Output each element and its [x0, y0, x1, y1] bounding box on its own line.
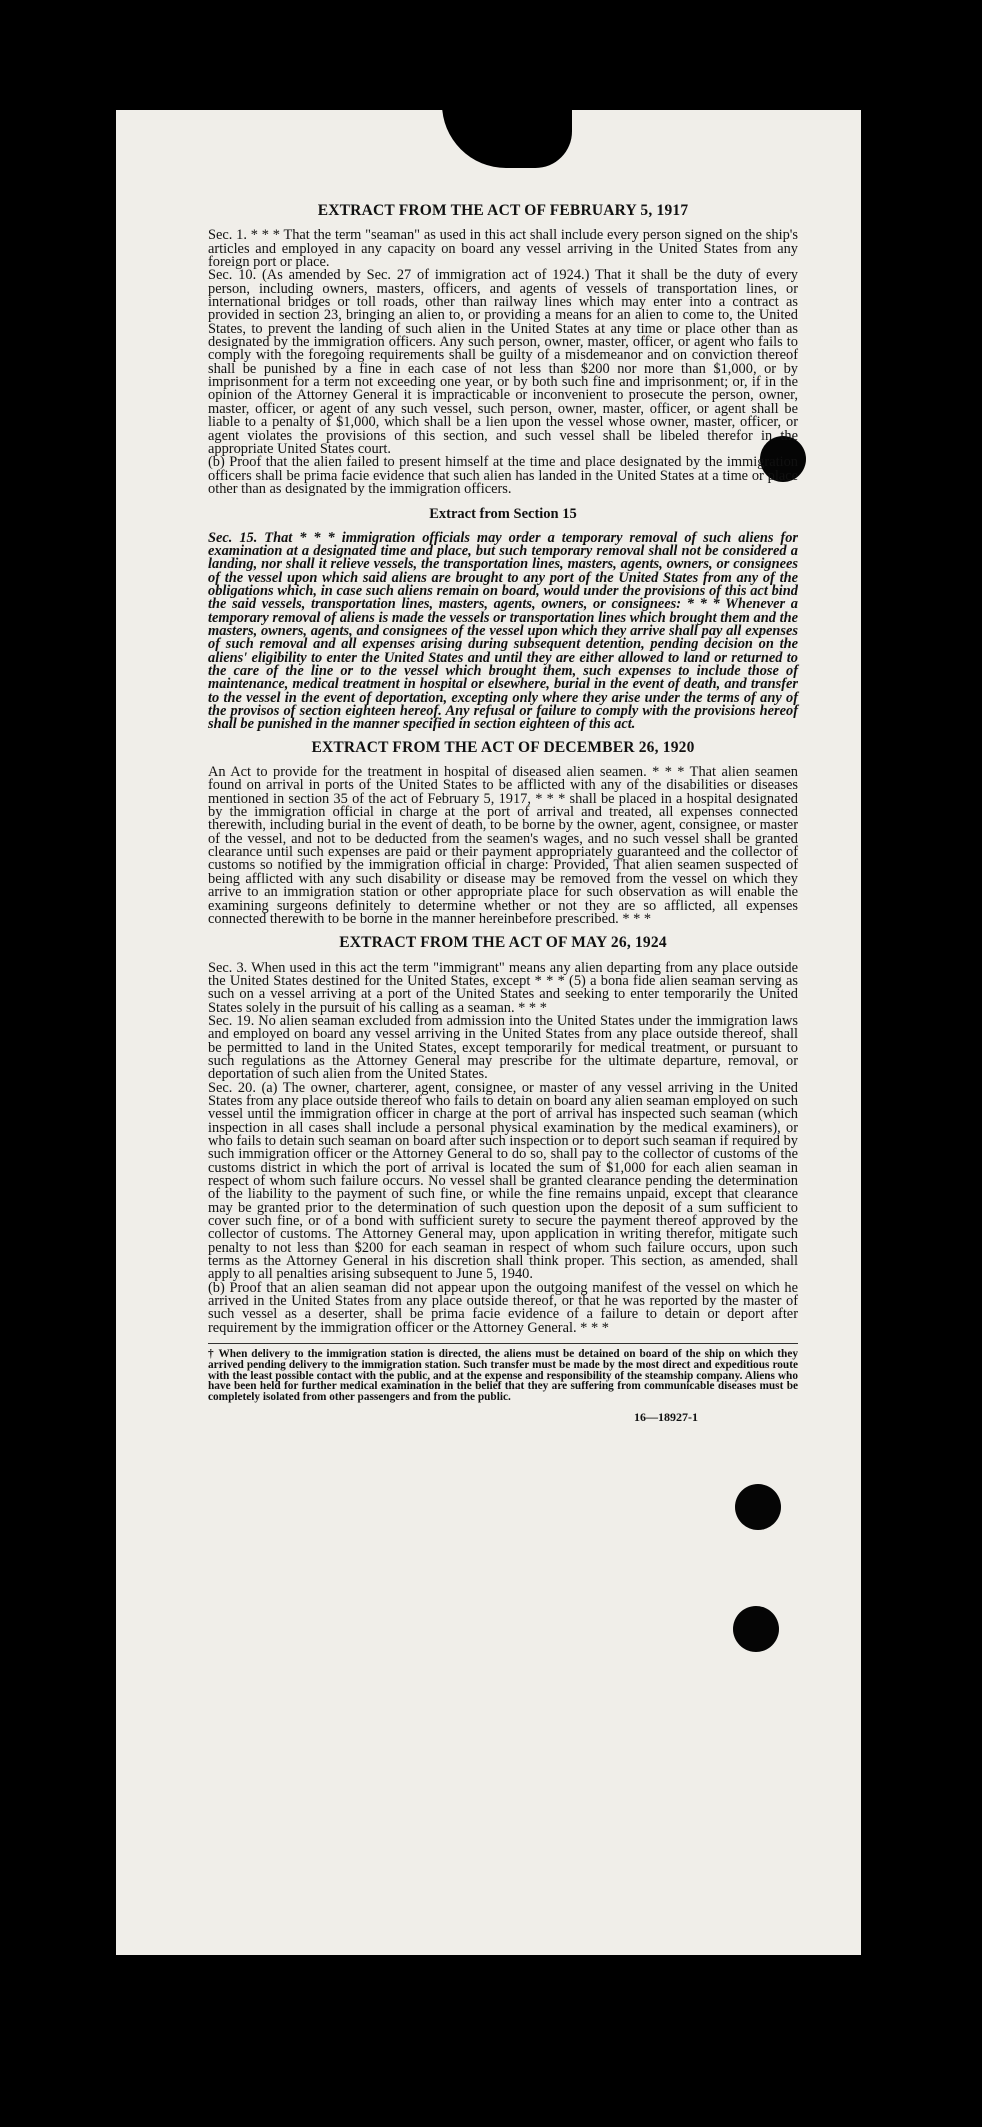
punch-hole	[733, 1606, 779, 1652]
torn-edge	[442, 104, 572, 168]
paragraph-sec-10b: (b) Proof that the alien failed to present himself at the time and place designated by the immigration officers shall be prima facie evidence that such alien has landed in the United States at a time or place other than as designated by the immigration officers.	[208, 454, 798, 497]
paragraph-sec-3: Sec. 3. When used in this act the term "immigrant" means any alien departing from any place outside the United States destined for the United States, except * * * (5) a bona fide alien seaman serving as such on a vessel arriving at a port of the United States and seeking to enter temporarily the United States solely in the pursuit of his calling as a seaman. * * *	[208, 959, 798, 1016]
paragraph-act-1920: An Act to provide for the treatment in hospital of diseased alien seamen. * * * That alien seamen found on arrival in ports of the United States to be afflicted with any of the disabilities or diseases mentioned in section 35 of the act of February 5, 1917, * * * shall be placed in a hospital designated by the immigration official in charge at the port of arrival and treated, all expenses connected therewith, including burial in the event of death, to be borne by the owner, agent, consignee, or master of the vessel, and not to be deducted from the seamen's wages, and no such vessel shall be granted clearance until such expenses are paid or their payment appropriately guaranteed and the collector of customs so notified by the immigration official in charge: Provided, That alien seamen suspected of being afflicted with any such disability or disease may be removed from the vessel on which they arrive to an immigration station or other appropriate place for such observation as will enable the examining surgeons definitely to determine whether or not they are so afflicted, all expenses connected therewith to be borne in the manner hereinbefore prescribed. * * *	[208, 764, 798, 927]
paragraph-sec-19: Sec. 19. No alien seaman excluded from admission into the United States under the immigration laws and employed on board any vessel arriving in the United States from any place outside thereof, shall be permitted to land in the United States, except temporarily for medical treatment, or pursuant to such regulations as the Attorney General may prescribe for the ultimate departure, removal, or deportation of such alien from the United States.	[208, 1012, 798, 1083]
punch-hole	[735, 1484, 781, 1530]
document-page	[116, 110, 861, 1955]
paragraph-sec-20a: Sec. 20. (a) The owner, charterer, agent, consignee, or master of any vessel arriving in the United States from any place outside thereof who fails to detain on board any alien seaman employed on such vessel until the immigration officer in charge at the port of arrival has inspected such seaman (which inspection in all cases shall include a personal physical examination by the medical examiners), or who fails to detain such seaman on board after such inspection or to deport such seaman if required by such immigration officer or the Attorney General to do so, shall pay to the collector of customs of the customs district in which the port of arrival is located the sum of $1,000 for each alien seaman in respect of whom such failure occurs. No vessel shall be granted clearance pending the determination of the liability to the payment of such fine, or while the fine remains unpaid, except that clearance may be granted prior to the determination of such question upon the deposit of a sum sufficient to cover such fine, or of a bond with sufficient surety to secure the payment thereof approved by the collector of customs. The Attorney General may, upon application in writing therefor, mitigate such penalty to not less than $200 for each seaman in respect of whom such failure occurs, upon such terms as the Attorney General in his discretion shall think proper. This section, as amended, shall apply to all penalties arising subsequent to June 5, 1940.	[208, 1079, 798, 1283]
form-number: 16—18927-1	[634, 1409, 698, 1424]
heading-act-1917: EXTRACT FROM THE ACT OF FEBRUARY 5, 1917	[317, 202, 689, 219]
document-text	[208, 204, 798, 1424]
subheading-section-15: Extract from Section 15	[429, 506, 577, 523]
footnote: † When delivery to the immigration station is directed, the aliens must be detained on board of the ship on which they arrived pending delivery to the immigration station. Such transfer must be made by the most direct and expeditious route with the least possible contact with the public, and at the expense and responsibility of the steamship company. Aliens who have been held for further medical examination in the belief that they are suffering from communicable diseases must be completely isolated from other passengers and from the public.	[208, 1348, 798, 1403]
paragraph-sec-15: Sec. 15. That * * * immigration officials may order a temporary removal of such aliens for examination at a designated time and place, but such temporary removal shall not be considered a landing, nor shall it relieve vessels, the transportation lines, masters, agents, owners, or consignees of the vessel upon which said aliens are brought to any port of the United States from any of the obligations which, in case such aliens remain on board, would under the provisions of this act bind the said vessels, transportation lines, masters, agents, owners, or consignees: * * * Whenever a temporary removal of aliens is made the vessels or transportation lines which brought them and the masters, owners, agents, and consignees of the vessel upon which they arrive shall pay all expenses of such removal and all expenses arising during subsequent detention, pending decision on the aliens' eligibility to enter the United States and until they are either allowed to land or returned to the care of the line or to the vessel which brought them, such expenses to include those of maintenance, medical treatment in hospital or elsewhere, burial in the event of death, and transfer to the vessel in the event of deportation, excepting only where they arise under the terms of any of the provisos of section eighteen hereof. Any refusal or failure to comply with the provisions hereof shall be punished in the manner specified in section eighteen of this act.	[208, 529, 798, 733]
paragraph-sec-20b: (b) Proof that an alien seaman did not appear upon the outgoing manifest of the vessel on which he arrived in the United States from any place outside thereof, or that he was reported by the master of such vessel as a deserter, shall be prima facie evidence of a failure to detain or deport after requirement by the immigration officer or the Attorney General. * * *	[208, 1279, 798, 1336]
paragraph-sec-10: Sec. 10. (As amended by Sec. 27 of immigration act of 1924.) That it shall be the duty of every person, including owners, masters, officers, and agents of vessels of transportation lines, or international bridges or toll roads, other than railway lines which may enter into a contract as provided in section 23, bringing an alien to, or providing a means for an alien to come to, the United States, to prevent the landing of such alien in the United States at any time or place other than as designated by the immigration officers. Any such person, owner, master, officer, or agent who fails to comply with the foregoing requirements shall be guilty of a misdemeanor and on conviction thereof shall be punished by a fine in each case of not less than $200 nor more than $1,000, or by imprisonment for a term not exceeding one year, or by both such fine and imprisonment; or, if in the opinion of the Attorney General it is impracticable or inconvenient to prosecute the person, owner, master, officer, or agent of any such vessel, such person, owner, master, officer, or agent shall be liable to a penalty of $1,000, which shall be a lien upon the vessel whose owner, master, officer, or agent violates the provisions of this section, and such vessel shall be libeled therefor in the appropriate United States court.	[208, 267, 798, 457]
heading-act-1920: EXTRACT FROM THE ACT OF DECEMBER 26, 1920	[311, 738, 695, 756]
heading-act-1924: EXTRACT FROM THE ACT OF MAY 26, 1924	[339, 934, 667, 952]
paragraph-sec-1: Sec. 1. * * * That the term "seaman" as used in this act shall include every person signed on the ship's articles and employed in any capacity on board any vessel arriving in the United States from any foreign port or place.	[208, 227, 798, 271]
